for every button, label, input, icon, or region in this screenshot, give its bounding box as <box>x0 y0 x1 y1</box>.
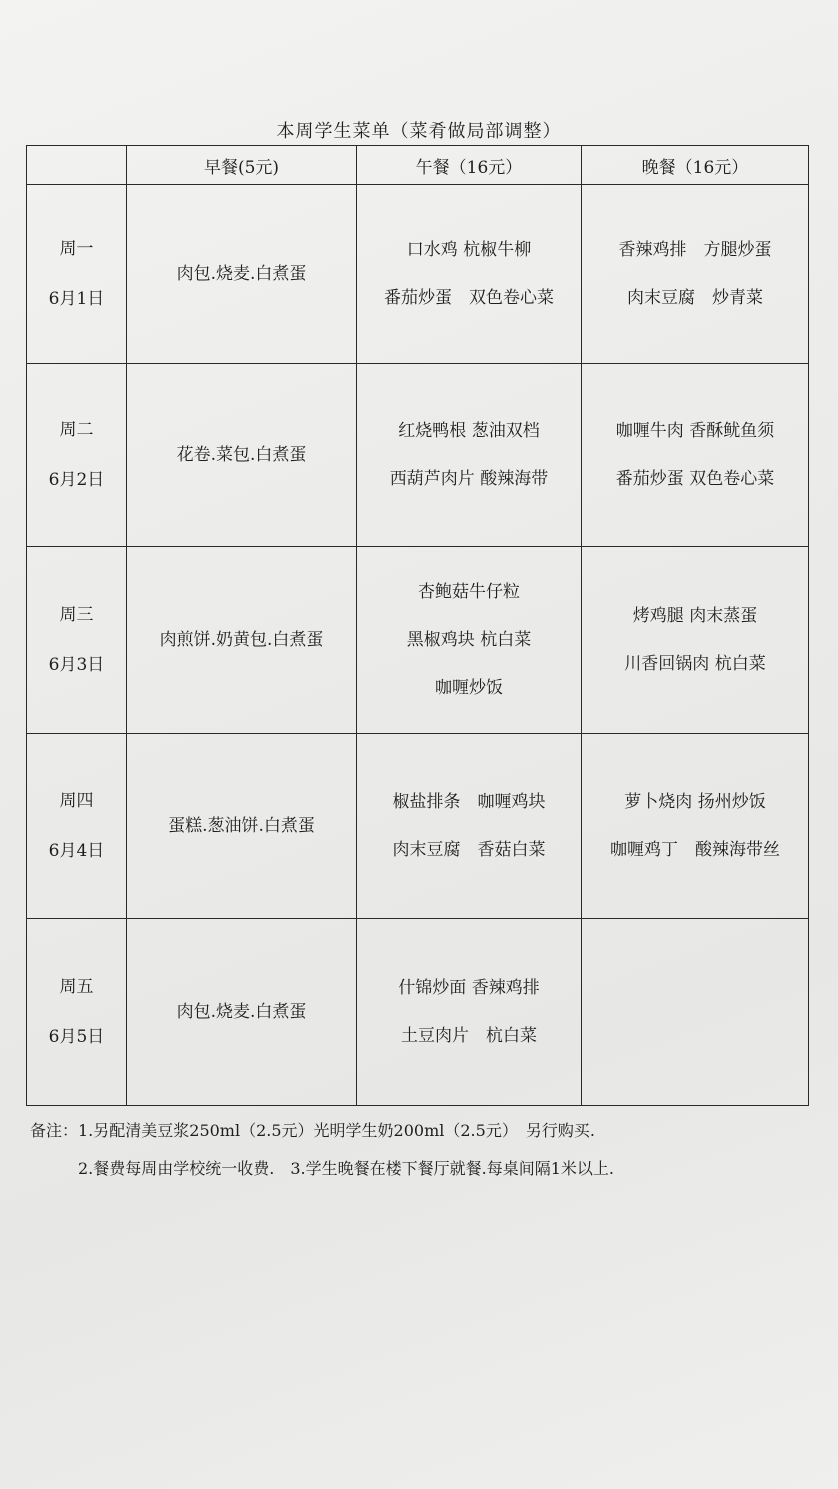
note-line: 2.餐费每周由学校统一收费. 3.学生晚餐在楼下餐厅就餐.每桌间隔1米以上. <box>78 1159 614 1178</box>
day-name: 周四 <box>59 791 94 811</box>
dinner-item: 香辣鸡排 方腿炒蛋 <box>618 240 772 260</box>
day-date: 6月4日 <box>48 841 105 861</box>
day-cell <box>27 734 127 919</box>
breakfast-item: 肉煎饼.奶黄包.白煮蛋 <box>159 630 324 650</box>
breakfast-header: 早餐(5元) <box>127 146 357 185</box>
note-line: 备注：1.另配清美豆浆250ml（2.5元）光明学生奶200ml（2.5元） 另行购买. <box>30 1121 595 1140</box>
dinner-header: 晚餐（16元） <box>582 146 809 185</box>
dinner-item: 川香回锅肉 杭白菜 <box>624 654 766 674</box>
lunch-item: 什锦炒面 香辣鸡排 <box>398 978 540 998</box>
breakfast-cell <box>127 185 357 364</box>
breakfast-item: 肉包.烧麦.白煮蛋 <box>176 1002 307 1022</box>
breakfast-item: 蛋糕.葱油饼.白煮蛋 <box>168 816 315 836</box>
table-row <box>27 547 809 734</box>
day-cell <box>27 364 127 547</box>
dinner-item: 萝卜烧肉 扬州炒饭 <box>624 792 766 812</box>
dinner-item: 咖喱牛肉 香酥鱿鱼须 <box>615 421 775 441</box>
day-cell <box>27 919 127 1106</box>
day-cell <box>27 547 127 734</box>
day-name: 周一 <box>59 239 94 259</box>
lunch-cell <box>357 547 582 734</box>
notes-section <box>30 1112 820 1188</box>
breakfast-cell <box>127 919 357 1106</box>
day-date: 6月1日 <box>48 289 105 309</box>
table-row <box>27 919 809 1106</box>
day-name: 周二 <box>59 420 94 440</box>
dinner-cell <box>582 919 809 1106</box>
header-row <box>27 146 809 185</box>
lunch-item: 番茄炒蛋 双色卷心菜 <box>384 288 554 308</box>
breakfast-item: 肉包.烧麦.白煮蛋 <box>176 264 307 284</box>
table-row <box>27 364 809 547</box>
lunch-cell <box>357 734 582 919</box>
lunch-cell <box>357 919 582 1106</box>
dinner-cell <box>582 185 809 364</box>
lunch-item: 口水鸡 杭椒牛柳 <box>406 240 532 260</box>
lunch-item: 杏鲍菇牛仔粒 <box>418 582 520 602</box>
lunch-item: 西葫芦肉片 酸辣海带 <box>389 469 549 489</box>
day-date: 6月2日 <box>48 470 105 490</box>
dinner-cell <box>582 364 809 547</box>
lunch-header: 午餐（16元） <box>357 146 582 185</box>
day-name: 周五 <box>59 977 94 997</box>
lunch-item: 椒盐排条 咖喱鸡块 <box>392 792 546 812</box>
dinner-item: 咖喱鸡丁 酸辣海带丝 <box>610 840 780 860</box>
day-date: 6月5日 <box>48 1027 105 1047</box>
breakfast-cell <box>127 734 357 919</box>
weekly-menu-table <box>26 145 809 1106</box>
table-row <box>27 185 809 364</box>
table-row <box>27 734 809 919</box>
lunch-item: 咖喱炒饭 <box>435 678 503 698</box>
dinner-cell <box>582 734 809 919</box>
lunch-item: 肉末豆腐 香菇白菜 <box>392 840 546 860</box>
breakfast-cell <box>127 364 357 547</box>
lunch-cell <box>357 185 582 364</box>
dinner-item: 番茄炒蛋 双色卷心菜 <box>615 469 775 489</box>
breakfast-cell <box>127 547 357 734</box>
dinner-cell <box>582 547 809 734</box>
breakfast-item: 花卷.菜包.白煮蛋 <box>176 445 307 465</box>
dinner-item: 肉末豆腐 炒青菜 <box>627 288 763 308</box>
page-title: 本周学生菜单（菜肴做局部调整） <box>276 121 562 142</box>
lunch-cell <box>357 364 582 547</box>
lunch-item: 土豆肉片 杭白菜 <box>401 1026 537 1046</box>
lunch-item: 红烧鸭根 葱油双档 <box>398 421 540 441</box>
day-cell <box>27 185 127 364</box>
day-date: 6月3日 <box>48 655 105 675</box>
lunch-item: 黑椒鸡块 杭白菜 <box>406 630 532 650</box>
corner-cell <box>27 146 127 185</box>
day-name: 周三 <box>59 605 94 625</box>
dinner-item: 烤鸡腿 肉末蒸蛋 <box>632 606 758 626</box>
